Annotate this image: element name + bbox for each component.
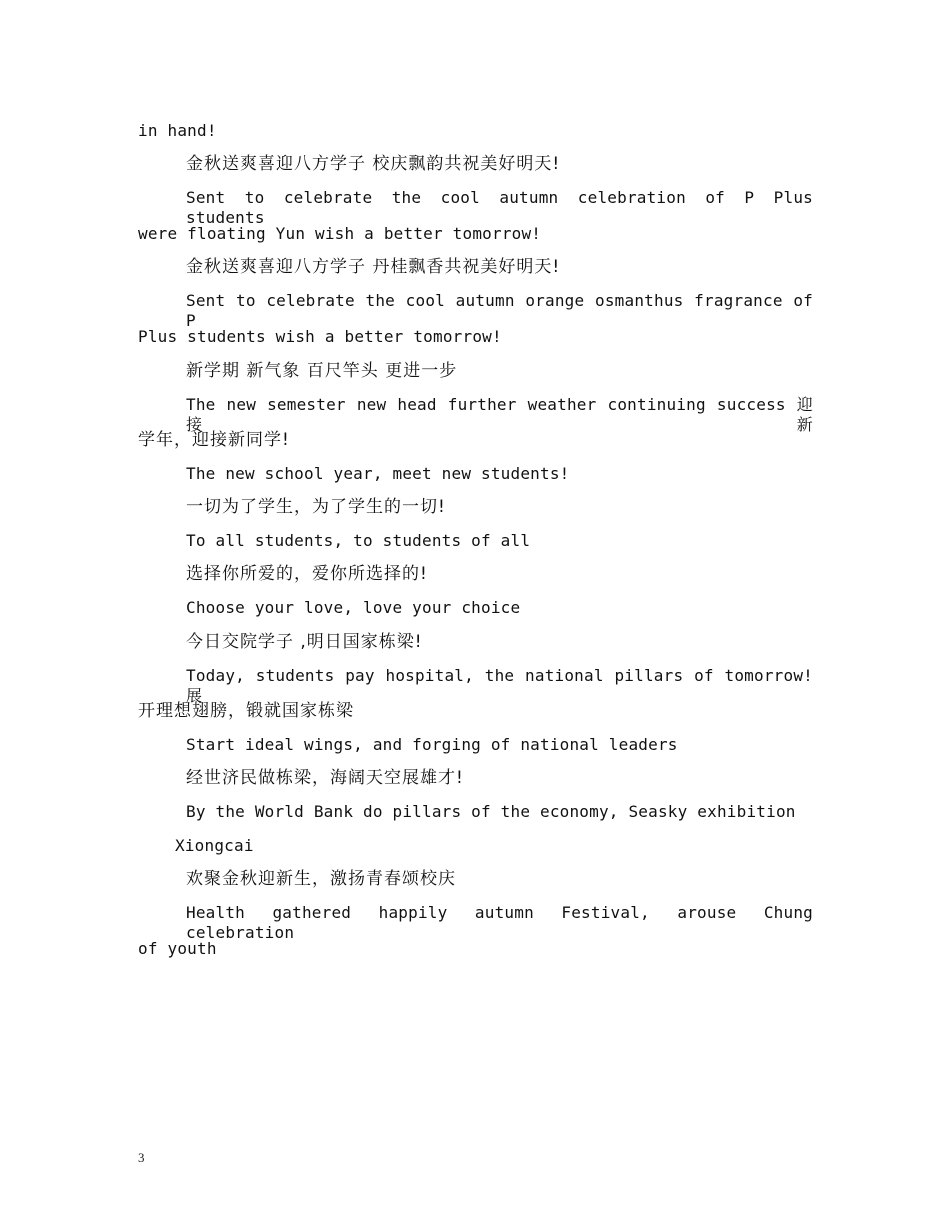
text-line: Sent to celebrate the cool autumn orange osmanthus fragrance of P	[186, 291, 813, 330]
text-line: 金秋送爽喜迎八方学子 丹桂飘香共祝美好明天!	[186, 257, 561, 277]
text-line: in hand!	[138, 121, 217, 140]
text-line: 选择你所爱的，爱你所选择的!	[186, 564, 428, 584]
text-line: 今日交院学子 ,明日国家栋梁!	[186, 632, 423, 652]
text-line: Start ideal wings, and forging of national leaders	[186, 735, 678, 754]
text-line: The new school year, meet new students!	[186, 464, 570, 483]
text-line: By the World Bank do pillars of the economy, Seasky exhibition	[186, 802, 796, 821]
text-line: Xiongcai	[175, 836, 254, 855]
text-line: 一切为了学生，为了学生的一切!	[186, 497, 446, 517]
text-line: To all students, to students of all	[186, 531, 531, 550]
text-line: Health gathered happily autumn Festival, arouse Chung celebration	[186, 903, 813, 942]
text-line: 新学期 新气象 百尺竿头 更进一步	[186, 361, 458, 381]
page-number: 3	[138, 1150, 145, 1165]
text-line: 学年，迎接新同学!	[138, 430, 290, 450]
text-line: 欢聚金秋迎新生，激扬青春颂校庆	[186, 869, 456, 889]
text-line: The new semester new head further weather continuing success 迎接新	[186, 395, 813, 434]
text-line: of youth	[138, 939, 217, 958]
text-line: Plus students wish a better tomorrow!	[138, 327, 502, 346]
text-line: Sent to celebrate the cool autumn celebration of P Plus students	[186, 188, 813, 227]
text-line: Choose your love, love your choice	[186, 598, 521, 617]
text-line: 金秋送爽喜迎八方学子 校庆飘韵共祝美好明天!	[186, 154, 561, 174]
text-line: 经世济民做栋梁，海阔天空展雄才!	[186, 768, 464, 788]
text-line: Today, students pay hospital, the national pillars of tomorrow! 展	[186, 666, 813, 705]
text-line: 开理想翅膀，锻就国家栋梁	[138, 701, 354, 721]
text-line: were floating Yun wish a better tomorrow!	[138, 224, 542, 243]
